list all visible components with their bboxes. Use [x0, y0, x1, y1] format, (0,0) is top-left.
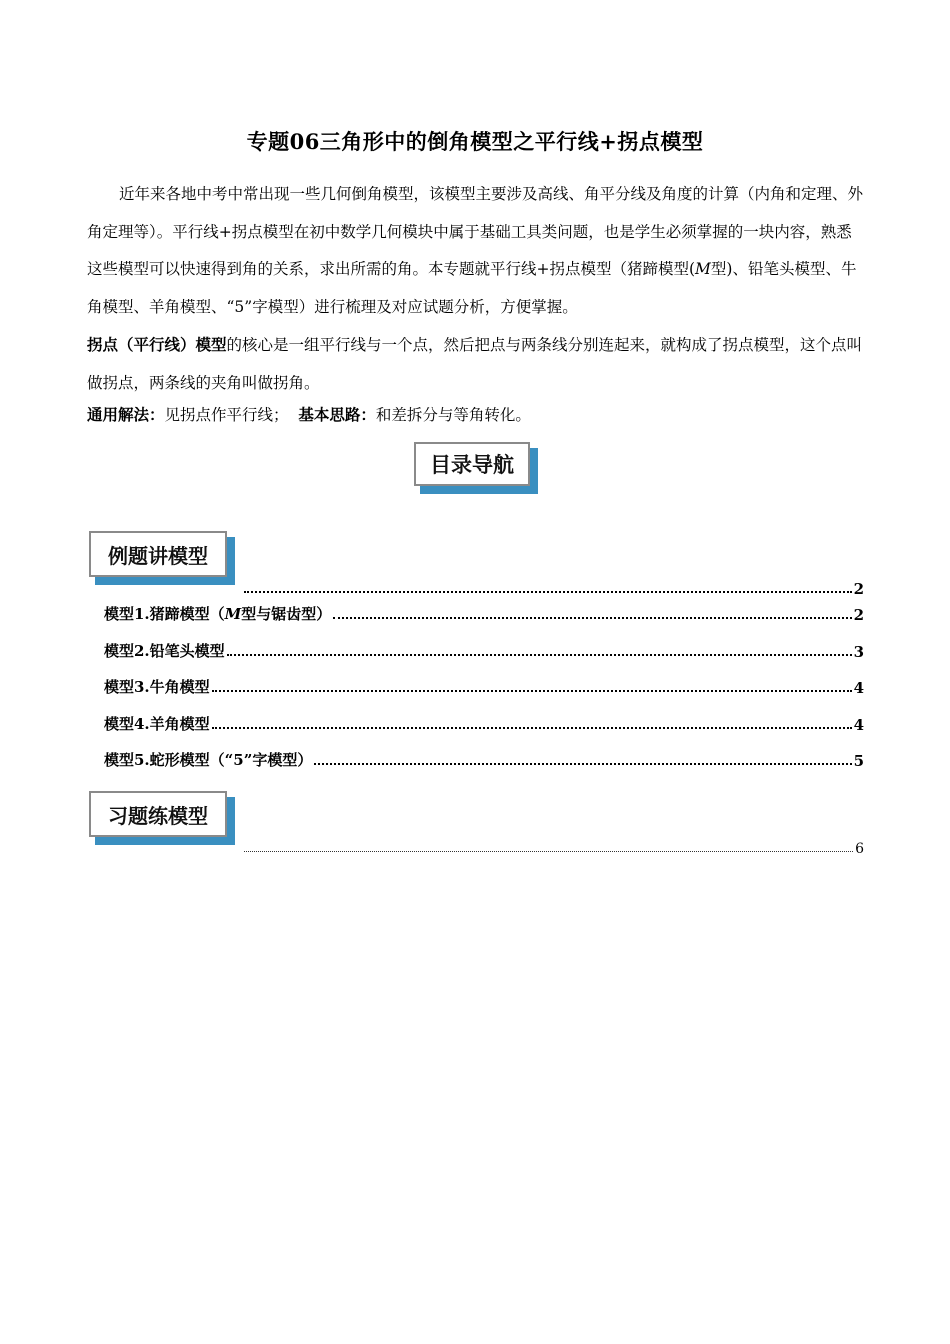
- method-label-2: 基本思路：: [298, 405, 376, 424]
- intro-text-b: 型)、铅笔头模型、牛角模型、羊角模型、“5”字模型）进行梳理及对应试题分析，方便掌握。: [87, 260, 857, 316]
- toc-page-number: 5: [853, 752, 864, 770]
- toc-entry-label: 模型4.羊角模型: [104, 715, 210, 733]
- toc-page-number: 6: [855, 841, 864, 857]
- intro-text-a: 近年来各地中考中常出现一些几何倒角模型，该模型主要涉及高线、角平分线及角度的计算（内角和定理、外角定理等）。平行线+拐点模型在初中数学几何模块中属于基础工具类问题，也是学生必须掌握的一块内容，熟悉这些模型可以快速得到角的关系，求出所需的角。本专题就平行线+拐点模型（猪蹄模型(: [87, 185, 864, 278]
- toc-nav-label: 目录导航: [414, 442, 530, 486]
- toc-page-number: 2: [853, 580, 864, 598]
- toc-entry-model-4[interactable]: [104, 712, 864, 734]
- toc-page-number: 4: [853, 679, 864, 697]
- toc-entry-label: 模型3.牛角模型: [104, 678, 210, 696]
- toc-nav-badge: [414, 442, 538, 494]
- toc-entry-label: 模型1.猪蹄模型（M型与锯齿型）: [104, 605, 332, 623]
- definition-term: 拐点（平行线）模型: [87, 335, 227, 354]
- intro-paragraph: [87, 176, 867, 402]
- toc-page-number: 3: [853, 643, 864, 661]
- definition-paragraph: [87, 326, 867, 402]
- toc-page-number: 2: [853, 606, 864, 624]
- toc-entry-label: 模型2.铅笔头模型: [104, 642, 225, 660]
- definition-text: 的核心是一组平行线与一个点，然后把点与两条线分别连起来，就构成了拐点模型，这个点叫做拐点，两条线的夹角叫做拐角。: [87, 336, 863, 392]
- method-line: [87, 397, 867, 433]
- exercises-label: 习题练模型: [89, 791, 227, 837]
- examples-badge: [89, 531, 235, 585]
- exercises-badge: [89, 791, 235, 845]
- method-text-2: 和差拆分与等角转化。: [375, 406, 531, 424]
- intro-m-italic: M: [695, 260, 711, 278]
- toc-examples-entry[interactable]: [242, 576, 864, 598]
- toc-entry-label: 模型5.蛇形模型（“5”字模型）: [104, 751, 313, 769]
- toc-entry-model-2[interactable]: [104, 639, 864, 661]
- examples-label: 例题讲模型: [89, 531, 227, 577]
- toc-entry-model-5[interactable]: [104, 748, 864, 770]
- method-text-1: 见拐点作平行线；: [164, 406, 289, 424]
- page-title: 专题06三角形中的倒角模型之平行线+拐点模型: [246, 129, 704, 154]
- method-label-1: 通用解法：: [87, 405, 165, 424]
- toc-entry-model-3[interactable]: [104, 675, 864, 697]
- toc-exercises-entry[interactable]: [242, 835, 864, 857]
- toc-entry-model-1[interactable]: [104, 602, 864, 624]
- toc-page-number: 4: [853, 716, 864, 734]
